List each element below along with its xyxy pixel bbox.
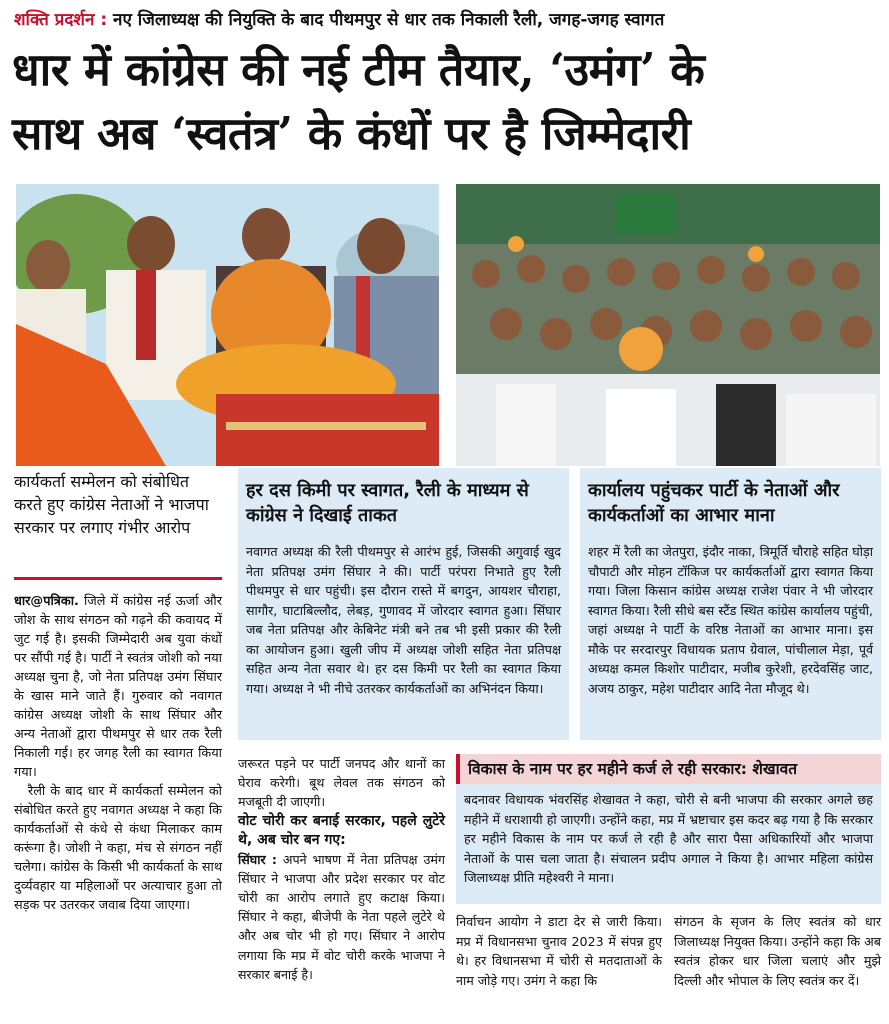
bottom-column-2: संगठन के सृजन के लिए स्वतंत्र को धार जिलाध्यक्ष नियुक्त किया। उन्होंने कहा कि अब स्वतंत्र होकर धार जिला चलाएं और मुझे दिल्ली और भोपाल के लिए स्वतंत्र कर दें। [674,914,881,988]
rally-crowd-photo [456,184,880,466]
office-thanks-box [580,468,881,740]
leaders-garland-photo [16,184,439,466]
rally-welcome-title: हर दस किमी पर स्वागत, रैली के माध्यम से कांग्रेस ने दिखाई ताकत [246,480,529,526]
rally-welcome-text: नवागत अध्यक्ष की रैली पीथमपुर से आरंभ हुई, जिसकी अगुवाई खुद नेता प्रतिपक्ष उमंग सिंघार ने की। पार्टी परंपरा निभाते हुए रैली पीथमपुर से धार पहुंची। इस दौरान रास्ते में बगदुन, आयशर चौराहा, सागौर, घाटाबिल्लौद, लेबड़, गुणावद में जोरदार स्वागत हुआ। सिंघार जब नेता प्रतिपक्ष और केबिनेट मंत्री बने तब भी इसी प्रकार की रैली का आयोजन हुआ। खुली जीप में अध्यक्ष जोशी सहित नेता प्रतिपक्ष सहित अन्य नेता सवार थे। हर दस किमी पर रैली का स्वागत किया गया। अध्यक्ष ने भी नीचे उतरकर कार्यकर्ताओं का अभिनंदन किया। [246,544,561,696]
kicker-text: नए जिलाध्यक्ष की नियुक्ति के बाद पीथमपुर से धार तक निकाली रैली, जगह-जगह स्वागत [113,10,665,30]
kicker-separator: : [100,10,108,30]
shekhawat-text: बदनावर विधायक भंवरसिंह शेखावत ने कहा, चोरी से बनी भाजपा की सरकार अगले छह महीने में धराशायी हो जाएगी। उन्होंने कहा, मप्र में भ्रष्टाचार इस कदर बढ़ गया है कि सरकार हर महीने विकास के नाम पर कर्ज ले रही है और सारा पैसा अधिकारियों और भाजपा नेताओं के पास चला जाता है। संचालन प्रदीप अगाल ने किया है। आभार महिला कांग्रेस जिलाध्यक्ष प्रीति महेश्वरी ने माना। [464,792,873,885]
rally-welcome-box [238,468,569,740]
leaders-photo-illustration [16,184,439,466]
sidebar-heading: कार्यकर्ता सम्मेलन को संबोधित करते हुए कांग्रेस नेताओं ने भाजपा सरकार पर लगाए गंभीर आरोप [14,468,222,580]
office-thanks-text: शहर में रैली का जेतपुरा, इंदौर नाका, त्रिमूर्ति चौराहे सहित घोड़ा चौपाटी और मोहन टॉकिज पर कार्यकर्ताओं द्वारा स्वागत किया गया। जिला किसान कांग्रेस अध्यक्ष राजेश पंवार ने भी जोरदार स्वागत किया। रैली सीधे बस स्टैंड स्थित कांग्रेस कार्यालय पहुंची, जहां अध्यक्ष ने पार्टी के वरिष्ठ नेताओं का आभार माना। इस मौके पर सरदारपुर विधायक प्रताप ग्रेवाल, पांचीलाल मेड़ा, पूर्व अध्यक्ष कमल किशोर पाटीदार, मजीब कुरेशी, हरदेवसिंह जाट, अजय ठाकुर, महेश पाटीदार आदि नेता मौजूद थे। [588,544,873,696]
bottom-column-1: निर्वाचन आयोग ने डाटा देर से जारी किया। मप्र में विधानसभा चुनाव 2023 में संपन्न हुए थे। हर विधानसभा में चोरी से मतदाताओं के नाम जोड़े गए। उमंग ने कहा कि [456,914,662,988]
dateline: धार@पत्रिका. [14,594,79,609]
shekhawat-box [456,754,881,904]
office-thanks-title: कार्यालय पहुंचकर पार्टी के नेताओं और कार्यकर्ताओं का आभार माना [588,480,840,526]
middle-text-2: अपने भाषण में नेता प्रतिपक्ष उमंग सिंघार ने भाजपा और प्रदेश सरकार पर वोट चोरी का आरोप लगाते हुए कटाक्ष किया। सिंघार ने कहा, बीजेपी के नेता पहले लुटेरे थे और अब चोर भी हो गए। सिंघार ने आरोप लगाया कि मप्र में वोट चोरी करके भाजपा ने सरकार बनाई है। [238,851,445,982]
singhar-lead: सिंघार : [238,851,277,867]
middle-column [238,754,445,984]
crowd-photo-illustration [456,184,880,466]
vote-theft-subhead: वोट चोरी कर बनाई सरकार, पहले लुटेरे थे, अब चोर बन गए: [238,812,445,848]
middle-text-1: जरूरत पड़ने पर पार्टी जनपद और थानों का घेराव करेगी। बूथ लेवल तक संगठन को मजबूती दी जाएगी। [238,756,445,810]
kicker-tag: शक्ति प्रदर्शन [14,10,95,30]
sidebar-para-1 [14,592,222,782]
sidebar-body [14,592,222,915]
kicker-line [14,6,880,34]
headline [12,38,880,166]
headline-line-2: साथ अब ‘स्वतंत्र’ के कंधों पर है जिम्मेदारी [12,107,691,160]
sidebar-para-1-text: जिले में कांग्रेस नई ऊर्जा और जोश के साथ संगठन को गढ़ने की कवायद में जुट गई है। इसकी जिम्मेदारी अब युवा कंधों पर सौंपी गई है। पार्टी ने स्वतंत्र जोशी को नया अध्यक्ष चुना है, जो नेता प्रतिपक्ष उमंग सिंघार के खास माने जाते हैं। गुरुवार को नवागत कांग्रेस अध्यक्ष जोशी के साथ सिंघार और अन्य नेताओं द्वारा पीथमपुर से धार तक रैली निकाली गई। हर जगह रैली का स्वागत किया गया। [14,594,222,780]
headline-line-1: धार में कांग्रेस की नई टीम तैयार, ‘उमंग’ के [12,43,705,96]
middle-para-2 [238,850,445,984]
shekhawat-title: विकास के नाम पर हर महीने कर्ज ले रही सरकार: शेखावत [456,754,881,784]
sidebar-para-2: रैली के बाद धार में कार्यकर्ता सम्मेलन को संबोधित करते हुए नवागत अध्यक्ष ने कहा कि कार्यकर्ताओं से कंधे से कंधा मिलाकर काम करूंगा है। जोशी ने कहा, मंच से संगठन नहीं चलेगा। कांग्रेस के किसी भी कार्यकर्ता के साथ दुर्व्यवहार या महिलाओं पर अत्याचार हुआ तो सड़क पर उतरकर जवाब दिया जाएगा। [14,784,222,913]
